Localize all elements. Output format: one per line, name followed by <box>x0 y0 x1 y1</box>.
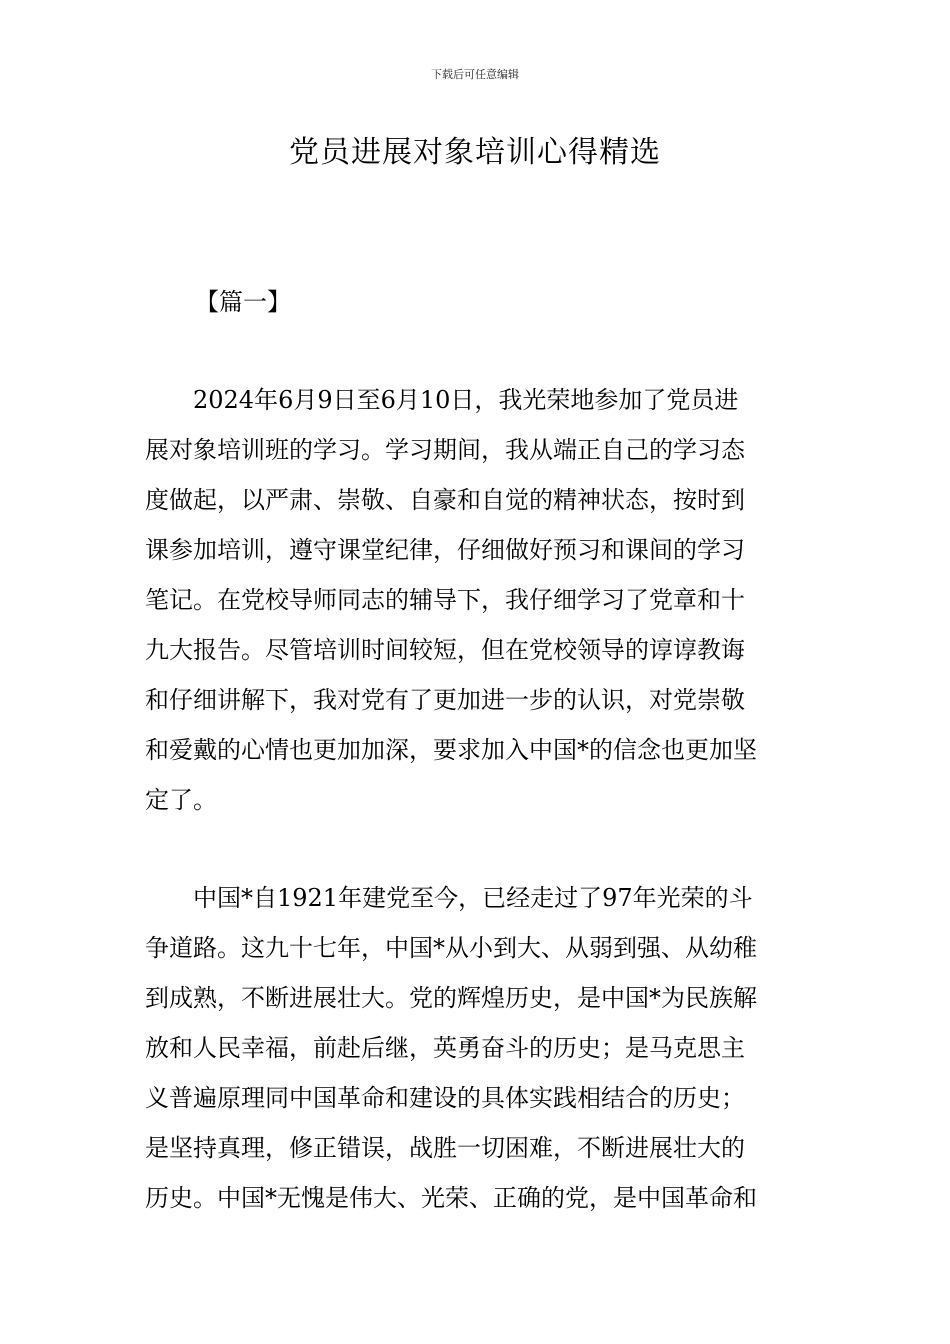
section-label: 【篇一】 <box>195 288 291 316</box>
paragraph-1-line: 九大报告。尽管培训时间较短，但在党校领导的谆谆教诲 <box>145 636 745 664</box>
paragraph-2-line: 中国*自1921年建党至今，已经走过了97年光荣的斗 <box>145 884 753 912</box>
page-title: 党员进展对象培训心得精选 <box>289 135 661 170</box>
paragraph-1-line: 和仔细讲解下，我对党有了更加进一步的认识，对党崇敬 <box>145 686 745 714</box>
paragraph-2-line: 放和人民幸福，前赴后继，英勇奋斗的历史；是马克思主 <box>145 1034 745 1062</box>
paragraph-1-line: 笔记。在党校导师同志的辅导下，我仔细学习了党章和十 <box>145 586 745 614</box>
paragraph-2-line: 到成熟，不断进展壮大。党的辉煌历史，是中国*为民族解 <box>145 984 757 1012</box>
paragraph-1-line: 展对象培训班的学习。学习期间，我从端正自己的学习态 <box>145 436 745 464</box>
paragraph-2-line: 是坚持真理，修正错误，战胜一切困难，不断进展壮大的 <box>145 1134 745 1162</box>
header-note: 下载后可任意编辑 <box>431 68 519 81</box>
paragraph-1-line: 度做起，以严肃、崇敬、自豪和自觉的精神状态，按时到 <box>145 486 745 514</box>
paragraph-1-line: 定了。 <box>145 786 217 814</box>
paragraph-2-line: 历史。中国*无愧是伟大、光荣、正确的党，是中国革命和 <box>145 1184 757 1212</box>
paragraph-1-line: 2024年6月9日至6月10日，我光荣地参加了党员进 <box>145 386 739 414</box>
paragraph-2-line: 义普遍原理同中国革命和建设的具体实践相结合的历史； <box>145 1084 745 1112</box>
paragraph-1-line: 和爱戴的心情也更加加深，要求加入中国*的信念也更加坚 <box>145 736 757 764</box>
paragraph-2-line: 争道路。这九十七年，中国*从小到大、从弱到强、从幼稚 <box>145 934 757 962</box>
paragraph-1-line: 课参加培训，遵守课堂纪律，仔细做好预习和课间的学习 <box>145 536 745 564</box>
